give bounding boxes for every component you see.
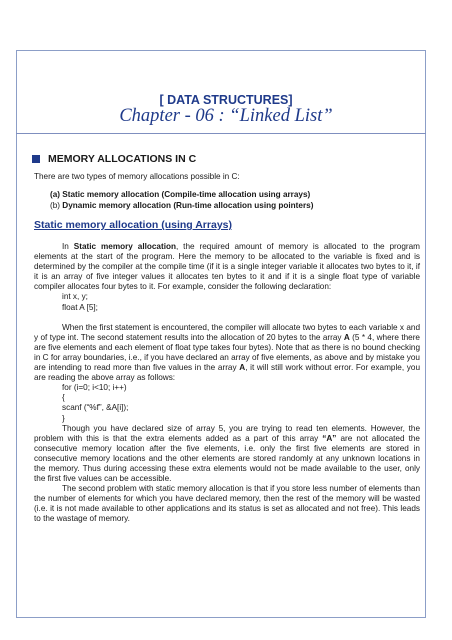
chapter-title: Chapter - 06 : “Linked List”: [119, 106, 333, 126]
subheading: Static memory allocation (using Arrays): [34, 219, 232, 231]
intro-paragraph: There are two types of memory allocations possible in C:: [34, 172, 240, 181]
list-marker-b: (b): [50, 200, 61, 210]
p3-post: are not allocated the consecutive memory location after the five elements, i.e. only the first five elements are stored in consecutive memory locations and the other elements are stored randomly at any unknown locations in the memory. Thus during accessing these extra elements would not be made available to the user, only the first five values can be accessible.: [34, 433, 420, 484]
p2-bold-1: A: [343, 332, 350, 342]
paragraph-4: The second problem with static memory allocation is that if you store less number of elements than the number of elements for which you have declared memory, then the rest of the memory will be wasted (i.e. it is not made available to other applications and its status is set as allocated and not free). This leads to the wastage of memory.: [34, 484, 420, 524]
p3-pre: Though you have declared size of array 5, you are trying to read ten elements. However, the problem with this is that the extra elements added as a part of this array: [34, 423, 420, 443]
code-line: scanf (“%f”, &A[i]);: [62, 403, 129, 413]
p1-bold: Static memory allocation: [73, 242, 176, 251]
paragraph-1: [34, 242, 420, 292]
code-line: }: [62, 413, 65, 423]
p2-mid: (5 * 4, where there are five elements and each element of float type takes four bytes). Note that as there is no bound checking in C for array boundaries, i.e., if you have declared an array of five elements, as above and by mistake you are intending to read more than five values in the array: [34, 332, 420, 373]
code-line: {: [62, 393, 65, 403]
intro-text: [34, 172, 420, 182]
p1-post: , the required amount of memory is allocated to the program elements at the start of the program. Here the memory to be allocated to the variable is fixed and is determined by the compiler at the compile time (if it is a single integer variable it allocates two bytes to it, if it is an array of five integer values it allocates ten bytes to it and if it is a single float type of variable compiler allocates four bytes to it. For example, consider the following declaration:: [34, 242, 420, 292]
p1-pre: In: [62, 242, 74, 251]
list-item-b: [50, 201, 313, 212]
code-line: float A [5];: [62, 302, 98, 312]
list-marker-a: (a): [50, 190, 61, 199]
header-label: [ DATA STRUCTURES]: [159, 93, 293, 107]
code-line: for (i=0; i<10; i++): [62, 383, 127, 393]
code-line: int x, y;: [62, 292, 88, 302]
paragraph-2: [34, 323, 420, 384]
body-text: [34, 242, 420, 525]
p3-bold: “A”: [322, 433, 337, 443]
list-text-a: Static memory allocation (Compile-time allocation using arrays): [62, 190, 311, 199]
p2-post: , it will still work without error. For example, you are reading the above array as follows:: [34, 363, 420, 383]
header-divider: [16, 133, 426, 134]
section-title: MEMORY ALLOCATIONS IN C: [48, 153, 197, 165]
paragraph-3: [34, 424, 420, 485]
section-heading: [32, 153, 196, 165]
square-bullet-icon: [32, 155, 40, 163]
allocation-type-list: [50, 190, 313, 211]
p2-bold-2: A: [239, 363, 246, 373]
p2-pre: When the first statement is encountered, the compiler will allocate two bytes to each variable x and y of type int. The second statement results into the allocation of 20 bytes to the array: [34, 322, 420, 342]
list-text-b: Dynamic memory allocation (Run-time allocation using pointers): [62, 200, 314, 210]
list-item-a: [50, 190, 313, 201]
